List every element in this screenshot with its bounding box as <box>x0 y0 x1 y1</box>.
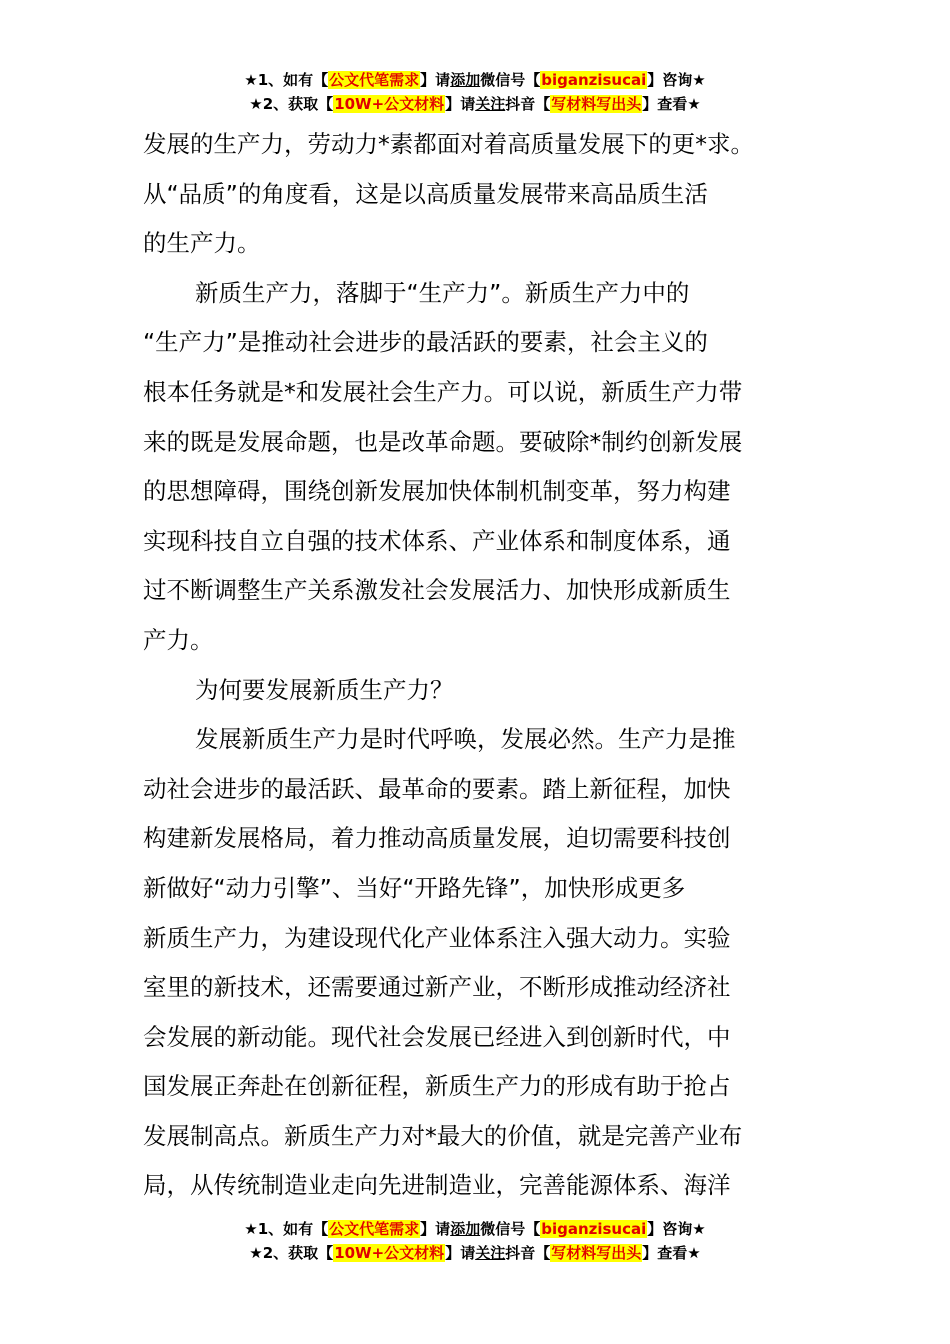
footer-banner <box>0 1217 950 1265</box>
banner-highlight: biganzisucai <box>541 1220 647 1238</box>
banner-highlight: 写材料写出头 <box>551 95 642 113</box>
banner-highlight: biganzisucai <box>541 71 647 89</box>
banner-text: 抖音【 <box>505 1244 551 1262</box>
banner-text: ★2、获取【 <box>249 95 334 113</box>
text-line: 的生产力。 <box>143 229 261 258</box>
banner-highlight: 写材料写出头 <box>551 1244 642 1262</box>
banner-text: 】查看★ <box>642 95 701 113</box>
text-line: 过不断调整生产关系激发社会发展活力、加快形成新质生 <box>143 576 731 605</box>
header-banner <box>0 68 950 116</box>
banner-text: 】咨询★ <box>647 71 706 89</box>
banner-text: 抖音【 <box>505 95 551 113</box>
text-line: 的思想障碍，围绕创新发展加快体制机制变革，努力构建 <box>143 477 731 506</box>
banner-line-2 <box>0 1241 950 1265</box>
banner-highlight: 10W+公文材料 <box>334 95 445 113</box>
banner-underline: 关注 <box>475 1244 506 1262</box>
banner-text: 】查看★ <box>642 1244 701 1262</box>
banner-text: 】请 <box>420 1220 451 1238</box>
text-line: 发展新质生产力是时代呼唤，发展必然。生产力是推 <box>195 725 736 754</box>
banner-text: 】请 <box>445 1244 476 1262</box>
text-line: 实现科技自立自强的技术体系、产业体系和制度体系，通 <box>143 526 731 555</box>
banner-text: ★1、如有【 <box>244 71 329 89</box>
banner-line-1 <box>0 68 950 92</box>
text-line: 来的既是发展命题，也是改革命题。要破除*制约创新发展 <box>143 427 743 456</box>
banner-line-2 <box>0 92 950 116</box>
banner-highlight: 公文代笔需求 <box>329 71 420 89</box>
banner-text: 微信号【 <box>480 1220 541 1238</box>
text-line: 室里的新技术，还需要通过新产业，不断形成推动经济社 <box>143 973 731 1002</box>
text-line: 新质生产力，落脚于“生产力”。新质生产力中的 <box>195 278 690 307</box>
text-line: 动社会进步的最活跃、最革命的要素。踏上新征程，加快 <box>143 774 731 803</box>
banner-underline: 添加 <box>450 1220 481 1238</box>
text-line: 从“品质”的角度看，这是以高质量发展带来高品质生活 <box>143 179 708 208</box>
text-line: 新做好“动力引擎”、当好“开路先锋”，加快形成更多 <box>143 873 686 902</box>
text-line: 局，从传统制造业走向先进制造业，完善能源体系、海洋 <box>143 1171 731 1200</box>
banner-highlight: 公文代笔需求 <box>329 1220 420 1238</box>
text-line: 构建新发展格局，着力推动高质量发展，迫切需要科技创 <box>143 824 731 853</box>
banner-text: 】请 <box>445 95 476 113</box>
text-line: 会发展的新动能。现代社会发展已经进入到创新时代，中 <box>143 1022 731 1051</box>
text-line: 国发展正奔赴在创新征程，新质生产力的形成有助于抢占 <box>143 1072 731 1101</box>
text-line: 产力。 <box>143 625 214 654</box>
document-body <box>143 120 815 1211</box>
text-line: 发展制高点。新质生产力对*最大的价值，就是完善产业布 <box>143 1121 743 1150</box>
section-heading: 为何要发展新质生产力？ <box>195 675 454 704</box>
banner-text: ★2、获取【 <box>249 1244 334 1262</box>
banner-highlight: 10W+公文材料 <box>334 1244 445 1262</box>
banner-text: 】咨询★ <box>647 1220 706 1238</box>
banner-line-1 <box>0 1217 950 1241</box>
banner-text: 微信号【 <box>480 71 541 89</box>
text-line: 新质生产力，为建设现代化产业体系注入强大动力。实验 <box>143 923 731 952</box>
banner-underline: 关注 <box>475 95 506 113</box>
banner-text: ★1、如有【 <box>244 1220 329 1238</box>
text-line: 根本任务就是*和发展社会生产力。可以说，新质生产力带 <box>143 377 743 406</box>
text-line: 发展的生产力，劳动力*素都面对着高质量发展下的更*求。 <box>143 130 754 158</box>
text-line: “生产力”是推动社会进步的最活跃的要素，社会主义的 <box>143 328 708 357</box>
banner-underline: 添加 <box>450 71 481 89</box>
banner-text: 】请 <box>420 71 451 89</box>
